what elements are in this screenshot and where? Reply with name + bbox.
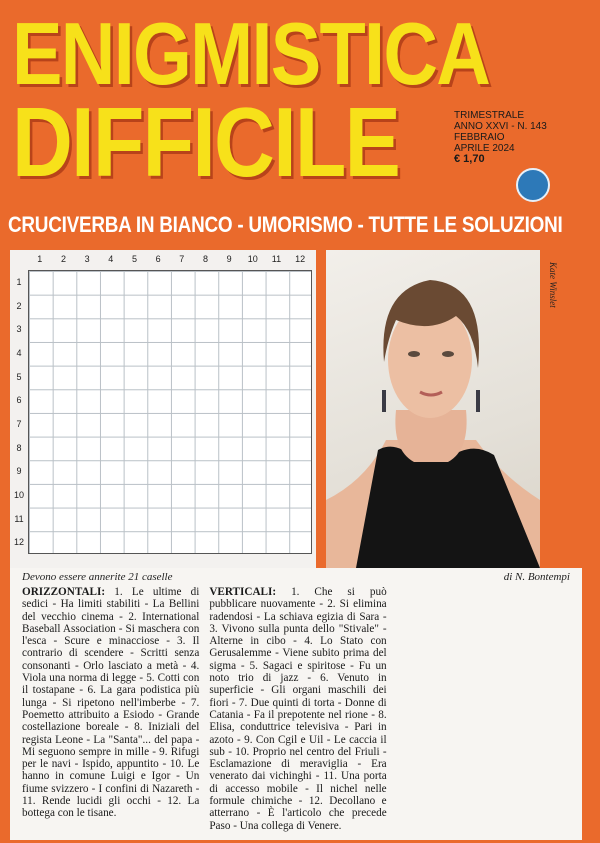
row-number: 1: [16, 277, 22, 287]
column-number: 6: [155, 254, 161, 264]
crossword-grid[interactable]: [28, 270, 312, 554]
column-number: 9: [226, 254, 232, 264]
column-number: 7: [179, 254, 185, 264]
clues-columns: [22, 586, 574, 838]
row-number: 2: [16, 300, 22, 311]
column-number: 10: [247, 254, 258, 264]
issue-frequency: TRIMESTRALE: [454, 110, 525, 121]
title-line-1: ENIGMISTICA: [12, 4, 490, 103]
row-number: 8: [16, 442, 22, 453]
column-number: 2: [60, 254, 66, 264]
puzzle-note: Devono essere annerite 21 caselle: [22, 571, 173, 583]
issue-price: € 1,70: [454, 153, 485, 165]
cover-photo: [326, 250, 540, 568]
puzzle-author: di N. Bontempi: [503, 571, 570, 583]
vertical-text: 1. Che si può pubblicare nuovamente - 2. Si elimina radendosi - La schiava egizia di Sara - 3. Vivono sulla punta dello "Stivale" - Alterne in cibo - 4. Lo Stato con Gerusalemme - Viene subito prima del sigma - 5. Sagaci e spiritose - Fu un noto trio di jazz - 6. Venuto in superficie - Gli organi maschili dei fiori - 7. Due quinti di torta - Donne di Catania - Fa il prepotente nel rione - 8. Elisa, conduttrice televisiva - Pari in azoto - 9. Con Cgil e Uil - Le caccia il sub - 10. Proprio nel centro del Friuli - Esclamazione di meraviglia - Era venerato dai vichinghi - 11. Una porta di accesso mobile - Il nichel nelle formule chimiche - 12. Decollano e atterrano - È l'articolo che precede Paso - Una collega di Venere.: [209, 586, 387, 832]
column-number: 11: [271, 254, 282, 264]
row-number: 11: [14, 513, 24, 524]
title-line-2: DIFFICILE: [12, 87, 400, 197]
column-number: 4: [108, 254, 114, 264]
issue-info: [454, 110, 564, 165]
column-number: 12: [295, 254, 306, 264]
column-number: 8: [202, 254, 208, 264]
issue-number: ANNO XXVI - N. 143: [454, 121, 547, 132]
issue-date: APRILE 2024: [454, 143, 515, 154]
column-number: 3: [84, 254, 90, 264]
portrait-illustration: [326, 250, 540, 568]
clues-sheet: [10, 568, 582, 840]
horizontal-clues: [22, 586, 199, 820]
row-number: 9: [16, 466, 22, 477]
row-numbers: [10, 270, 28, 556]
horizontal-text: 1. Le ultime di sedici - Ha limiti stabiliti - La Bellini del vecchio cinema - 2. International Baseball Association - Si maschera con l'esca - Scure e minacciose - 3. Il contrario di scendere - Scritti senza consonanti - Orlo lasciato a metà - 4. Viola una norma di legge - 5. Cotti con il tostapane - 6. La gara podistica più lunga - Si ripetono nell'imberbe - 7. Poemetto attribuito a Esiodo - Grande costellazione boreale - 8. Iniziali del regista Leone - La "Santa"... del papa - Mi seguono sempre in mille - 9. Rifugi per le navi - Ispido, appuntito - 10. Le hanno in comune Luigi e Igor - Un fiume svizzero - I confini di Nazareth - 11. Rende lucidi gli occhi - 12. La bottega con le tisane.: [22, 586, 200, 820]
horizontal-heading: ORIZZONTALI:: [22, 586, 106, 598]
row-number: 7: [16, 419, 22, 429]
issue-month: FEBBRAIO: [454, 132, 505, 143]
column-numbers: [28, 254, 312, 266]
photo-credit: Kate Winslet: [548, 262, 558, 308]
row-number: 4: [16, 348, 22, 358]
row-number: 12: [13, 537, 24, 548]
vertical-clues: [209, 586, 386, 832]
row-number: 10: [13, 490, 24, 500]
crossword-panel: [10, 250, 316, 568]
publisher-logo: [516, 168, 550, 202]
column-number: 1: [37, 254, 43, 264]
row-number: 6: [16, 395, 22, 406]
vertical-heading: VERTICALI:: [209, 586, 277, 598]
column-number: 5: [131, 254, 137, 264]
tagline: CRUCIVERBA IN BIANCO - UMORISMO - TUTTE LE SOLUZIONI: [8, 212, 563, 237]
row-number: 3: [16, 324, 22, 335]
row-number: 5: [16, 371, 22, 382]
